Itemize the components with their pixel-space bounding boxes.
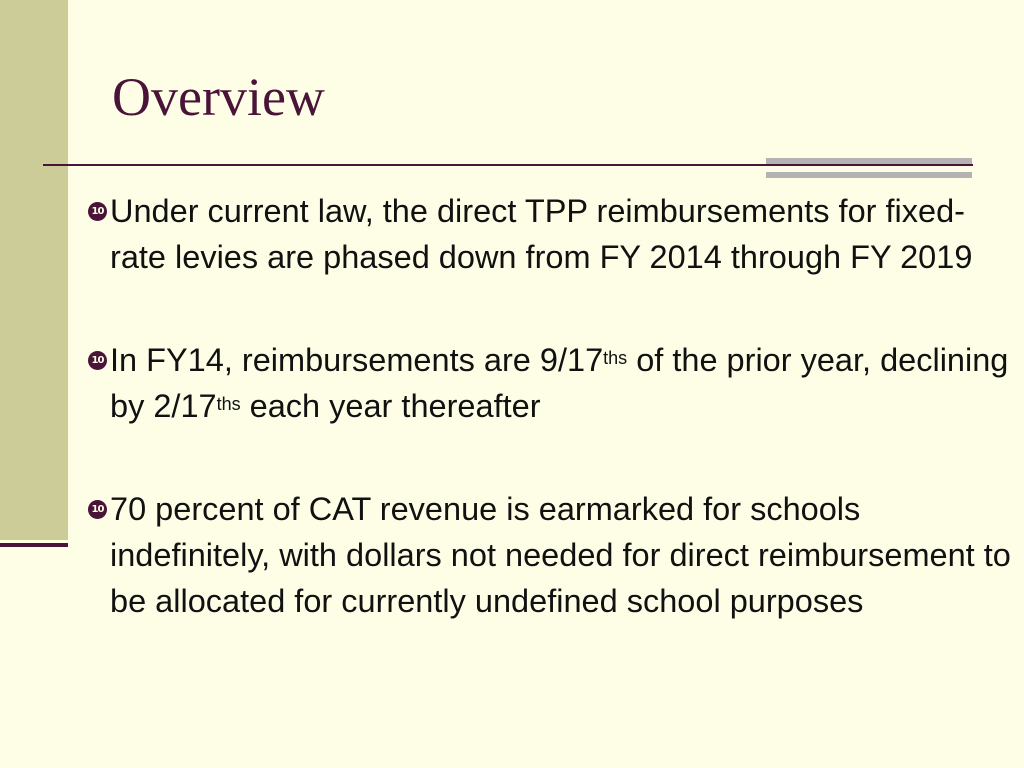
bullet-item-cat-revenue	[88, 486, 1018, 624]
left-side-accent-line	[0, 543, 68, 547]
bullet-text-part: of the prior year, declining by 2/17	[110, 342, 1009, 424]
divider-accent-top	[766, 158, 972, 164]
bullet-icon: 10	[88, 202, 107, 221]
bullet-icon: 10	[88, 351, 107, 370]
bullet-icon: 10	[88, 500, 107, 519]
slide-title: Overview	[112, 67, 325, 127]
superscript-ths: ths	[216, 394, 241, 414]
bullet-text-part: In FY14, reimbursements are 9/17	[110, 342, 604, 378]
superscript-ths: ths	[603, 348, 628, 368]
divider-accent-bottom	[766, 172, 972, 178]
title-divider	[43, 164, 973, 166]
bullet-text-part: each year thereafter	[240, 388, 541, 424]
bullet-item-phase-down	[88, 188, 1018, 280]
bullet-text: Under current law, the direct TPP reimbursements for fixed-rate levies are phased down from FY 2014 through FY 2019	[110, 193, 973, 275]
bullet-list	[88, 188, 1018, 624]
bullet-text: 70 percent of CAT revenue is earmarked for schools indefinitely, with dollars not needed for direct reimbursement to be allocated for currently undefined school purposes	[110, 491, 1011, 619]
left-side-bar	[0, 0, 68, 540]
bullet-item-fy14-reimbursements	[88, 337, 1018, 429]
